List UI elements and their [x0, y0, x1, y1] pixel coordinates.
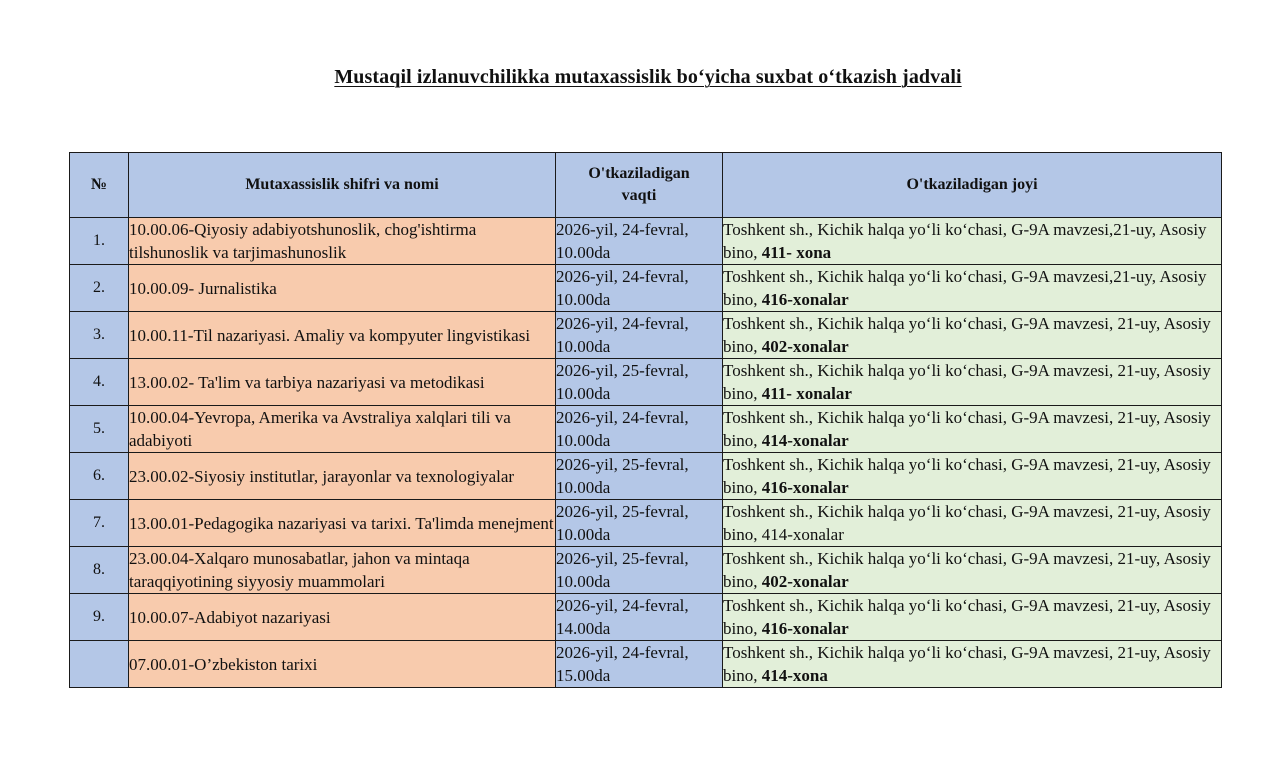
place-cell: [723, 547, 1222, 594]
specialty-cell: [129, 359, 556, 406]
address-text: Toshkent sh., Kichik halqa yo‘li ko‘chasi, G-9A mavzesi, 21-uy, Asosiy bino,: [723, 455, 1211, 497]
place-cell: [723, 312, 1222, 359]
room-number: 416-xonalar: [761, 290, 849, 309]
schedule-table: [69, 152, 1222, 688]
time-text: 2026-yil, 25-fevral, 10.00da: [556, 361, 689, 403]
table-row: [70, 453, 1222, 500]
time-text: 2026-yil, 24-fevral, 14.00da: [556, 596, 689, 638]
specialty-text: 13.00.01-Pedagogika nazariyasi va tarixi. Ta'limda menejment: [129, 513, 554, 533]
time-cell: [556, 594, 723, 641]
place-text: [723, 312, 1221, 358]
time-text: 2026-yil, 24-fevral, 10.00da: [556, 408, 689, 450]
time-cell: [556, 641, 723, 688]
place-text: [723, 594, 1221, 640]
table-row: [70, 406, 1222, 453]
specialty-cell: [129, 265, 556, 312]
time-cell: [556, 547, 723, 594]
place-cell: [723, 500, 1222, 547]
table-header-row: [70, 153, 1222, 218]
room-number: 416-xonalar: [761, 478, 849, 497]
header-time: O'tkaziladigan vaqti: [556, 153, 723, 218]
specialty-text: 10.00.09- Jurnalistika: [129, 278, 277, 298]
specialty-text: 10.00.11-Til nazariyasi. Amaliy va kompyuter lingvistikasi: [129, 325, 531, 345]
place-text: [723, 265, 1221, 311]
time-cell: [556, 312, 723, 359]
place-cell: [723, 406, 1222, 453]
time-text: 2026-yil, 24-fevral, 10.00da: [556, 267, 689, 309]
specialty-text: 10.00.04-Yevropa, Amerika va Avstraliya xalqlari tili va adabiyoti: [129, 408, 511, 450]
address-text: Toshkent sh., Kichik halqa yo‘li ko‘chasi, G-9A mavzesi, 21-uy, Asosiy bino,: [723, 314, 1211, 356]
table-row: [70, 265, 1222, 312]
time-cell: [556, 359, 723, 406]
specialty-cell: [129, 500, 556, 547]
specialty-cell: [129, 312, 556, 359]
header-specialty: Mutaxassislik shifri va nomi: [129, 153, 556, 218]
time-text: 2026-yil, 25-fevral, 10.00da: [556, 455, 689, 497]
row-number: 2.: [70, 265, 129, 312]
address-text: Toshkent sh., Kichik halqa yo‘li ko‘chasi, G-9A mavzesi, 21-uy, Asosiy bino,: [723, 549, 1211, 591]
specialty-cell: [129, 406, 556, 453]
place-text: [723, 453, 1221, 499]
place-text: [723, 641, 1221, 687]
place-cell: [723, 594, 1222, 641]
specialty-cell: [129, 641, 556, 688]
place-text: [723, 500, 1221, 546]
specialty-text: 13.00.02- Ta'lim va tarbiya nazariyasi va metodikasi: [129, 372, 485, 392]
row-number: 4.: [70, 359, 129, 406]
specialty-cell: [129, 594, 556, 641]
address-text: Toshkent sh., Kichik halqa yo‘li ko‘chasi, G-9A mavzesi, 21-uy, Asosiy bino,: [723, 408, 1211, 450]
specialty-text: 10.00.07-Adabiyot nazariyasi: [129, 607, 331, 627]
time-text: 2026-yil, 25-fevral, 10.00da: [556, 549, 689, 591]
address-text: Toshkent sh., Kichik halqa yo‘li ko‘chasi, G-9A mavzesi,21-uy, Asosiy bino,: [723, 220, 1207, 262]
row-number: [70, 641, 129, 688]
room-number: 414-xona: [761, 666, 828, 685]
room-number: 402-xonalar: [761, 337, 849, 356]
place-cell: [723, 265, 1222, 312]
time-text: 2026-yil, 25-fevral, 10.00da: [556, 502, 689, 544]
room-number: 414-xonalar: [761, 431, 849, 450]
table-body: [70, 218, 1222, 688]
specialty-text: 23.00.02-Siyosiy institutlar, jarayonlar va texnologiyalar: [129, 466, 515, 486]
place-text: [723, 406, 1221, 452]
row-number: 8.: [70, 547, 129, 594]
row-number: 1.: [70, 218, 129, 265]
table-row: [70, 500, 1222, 547]
address-text: Toshkent sh., Kichik halqa yo‘li ko‘chasi, G-9A mavzesi, 21-uy, Asosiy bino, 414-xonalar: [723, 502, 1211, 544]
place-cell: [723, 359, 1222, 406]
table-row: [70, 594, 1222, 641]
address-text: Toshkent sh., Kichik halqa yo‘li ko‘chasi, G-9A mavzesi, 21-uy, Asosiy bino,: [723, 361, 1211, 403]
time-cell: [556, 500, 723, 547]
place-cell: [723, 218, 1222, 265]
page-title: Mustaqil izlanuvchilikka mutaxassislik bo‘yicha suxbat o‘tkazish jadvali: [334, 66, 962, 88]
place-text: [723, 547, 1221, 593]
place-text: [723, 359, 1221, 405]
room-number: 411- xonalar: [761, 384, 852, 403]
specialty-text: 07.00.01-O’zbekiston tarixi: [129, 654, 318, 674]
table-row: [70, 359, 1222, 406]
row-number: 5.: [70, 406, 129, 453]
row-number: 6.: [70, 453, 129, 500]
specialty-cell: [129, 218, 556, 265]
table-row: [70, 641, 1222, 688]
address-text: Toshkent sh., Kichik halqa yo‘li ko‘chasi, G-9A mavzesi, 21-uy, Asosiy bino,: [723, 643, 1211, 685]
row-number: 7.: [70, 500, 129, 547]
room-number: 416-xonalar: [761, 619, 849, 638]
time-cell: [556, 453, 723, 500]
table-row: [70, 218, 1222, 265]
row-number: 3.: [70, 312, 129, 359]
time-cell: [556, 218, 723, 265]
header-place: O'tkaziladigan joyi: [723, 153, 1222, 218]
header-number: №: [70, 153, 129, 218]
time-cell: [556, 406, 723, 453]
room-number: 411- xona: [761, 243, 832, 262]
room-number: 402-xonalar: [761, 572, 849, 591]
specialty-cell: [129, 453, 556, 500]
table-row: [70, 312, 1222, 359]
time-text: 2026-yil, 24-fevral, 15.00da: [556, 643, 689, 685]
place-cell: [723, 453, 1222, 500]
specialty-text: 23.00.04-Xalqaro munosabatlar, jahon va mintaqa taraqqiyotining siyyosiy muammolari: [129, 549, 470, 591]
specialty-text: 10.00.06-Qiyosiy adabiyotshunoslik, chog'ishtirma tilshunoslik va tarjimashunoslik: [129, 220, 477, 262]
address-text: Toshkent sh., Kichik halqa yo‘li ko‘chasi, G-9A mavzesi,21-uy, Asosiy bino,: [723, 267, 1207, 309]
row-number: 9.: [70, 594, 129, 641]
specialty-cell: [129, 547, 556, 594]
time-cell: [556, 265, 723, 312]
place-text: [723, 218, 1221, 264]
address-text: Toshkent sh., Kichik halqa yo‘li ko‘chasi, G-9A mavzesi, 21-uy, Asosiy bino,: [723, 596, 1211, 638]
table-row: [70, 547, 1222, 594]
time-text: 2026-yil, 24-fevral, 10.00da: [556, 314, 689, 356]
place-cell: [723, 641, 1222, 688]
time-text: 2026-yil, 24-fevral, 10.00da: [556, 220, 689, 262]
